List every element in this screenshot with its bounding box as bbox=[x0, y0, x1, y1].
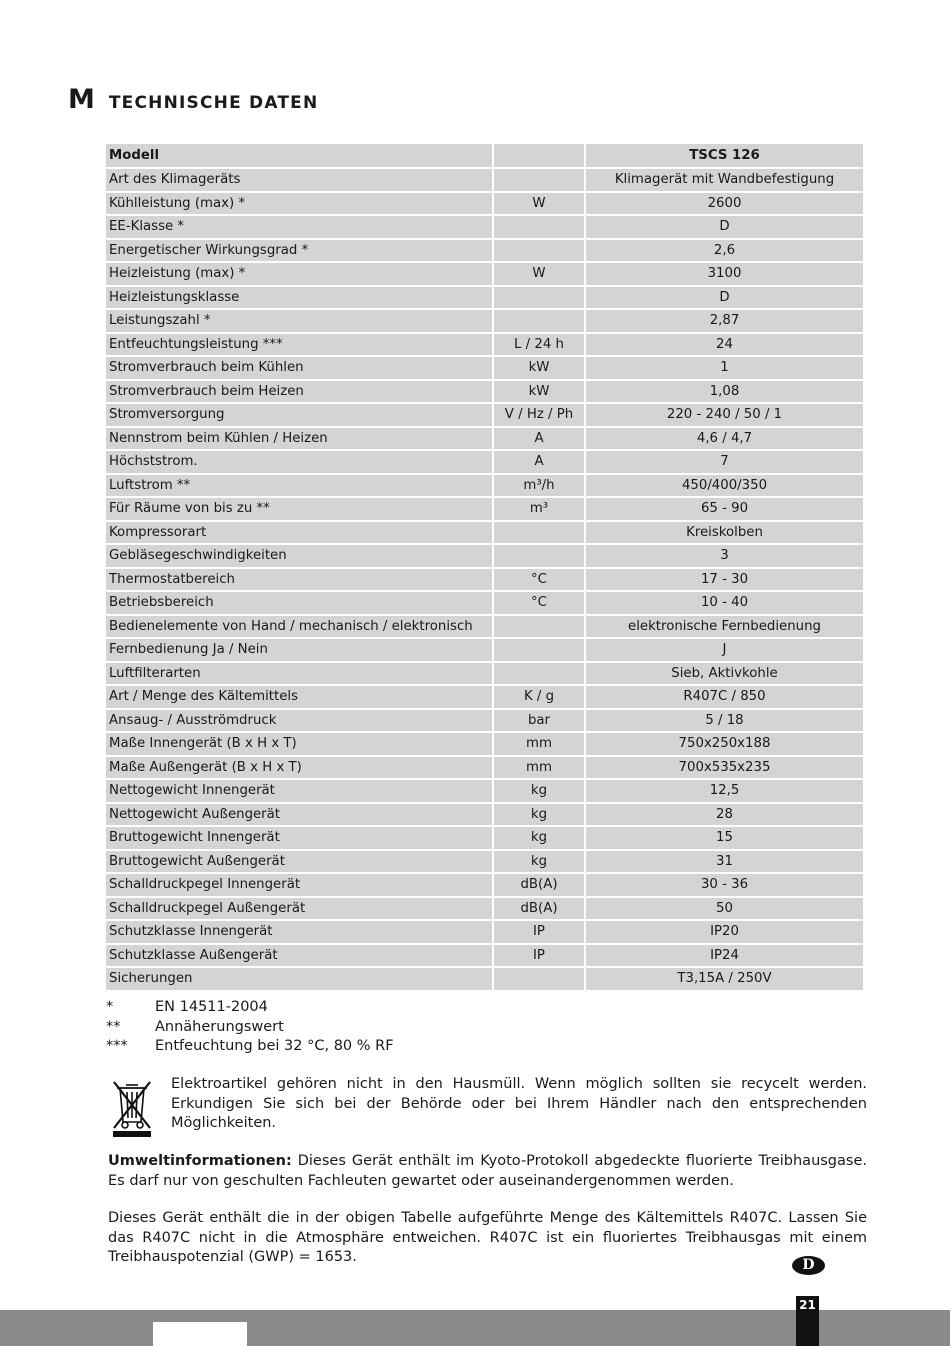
row-label: Fernbedienung Ja / Nein bbox=[106, 639, 494, 661]
row-label: Kompressorart bbox=[106, 522, 494, 544]
table-row bbox=[106, 404, 863, 426]
row-value: 31 bbox=[586, 851, 863, 873]
row-value: 2,6 bbox=[586, 240, 863, 262]
table-row bbox=[106, 334, 863, 356]
row-label: Für Räume von bis zu ** bbox=[106, 498, 494, 520]
row-unit: L / 24 h bbox=[494, 334, 586, 356]
row-value: 1 bbox=[586, 357, 863, 379]
row-label: Schalldruckpegel Außengerät bbox=[106, 898, 494, 920]
footnote bbox=[106, 998, 394, 1018]
row-label: Schutzklasse Außengerät bbox=[106, 945, 494, 967]
row-unit bbox=[494, 968, 586, 990]
row-unit: kg bbox=[494, 851, 586, 873]
footnote-text: EN 14511-2004 bbox=[155, 999, 268, 1015]
table-row bbox=[106, 357, 863, 379]
section-header bbox=[68, 84, 318, 115]
table-row bbox=[106, 310, 863, 332]
row-unit: W bbox=[494, 193, 586, 215]
table-row bbox=[106, 733, 863, 755]
row-value: IP24 bbox=[586, 945, 863, 967]
row-label: Bedienelemente von Hand / mechanisch / elektronisch bbox=[106, 616, 494, 638]
row-unit: IP bbox=[494, 921, 586, 943]
row-label: Gebläsegeschwindigkeiten bbox=[106, 545, 494, 567]
row-value: 220 - 240 / 50 / 1 bbox=[586, 404, 863, 426]
row-value: 10 - 40 bbox=[586, 592, 863, 614]
row-unit bbox=[494, 522, 586, 544]
table-row bbox=[106, 475, 863, 497]
row-unit: kg bbox=[494, 804, 586, 826]
row-label: Thermostatbereich bbox=[106, 569, 494, 591]
row-value: 3100 bbox=[586, 263, 863, 285]
table-row bbox=[106, 945, 863, 967]
table-row bbox=[106, 968, 863, 990]
table-row bbox=[106, 592, 863, 614]
table-row bbox=[106, 874, 863, 896]
row-label: Schalldruckpegel Innengerät bbox=[106, 874, 494, 896]
row-unit: A bbox=[494, 451, 586, 473]
crossed-out-wheelie-bin-icon bbox=[111, 1076, 153, 1138]
row-value: D bbox=[586, 287, 863, 309]
row-unit bbox=[494, 216, 586, 238]
row-label: Heizleistungsklasse bbox=[106, 287, 494, 309]
row-label: Nennstrom beim Kühlen / Heizen bbox=[106, 428, 494, 450]
footnote bbox=[106, 1037, 394, 1057]
environment-info-label: Umweltinformationen: bbox=[108, 1153, 292, 1169]
table-row bbox=[106, 240, 863, 262]
row-unit bbox=[494, 545, 586, 567]
row-label: Stromverbrauch beim Heizen bbox=[106, 381, 494, 403]
table-row bbox=[106, 710, 863, 732]
environment-info bbox=[108, 1152, 867, 1191]
table-row bbox=[106, 193, 863, 215]
page-number: 21 bbox=[796, 1296, 819, 1346]
table-row bbox=[106, 898, 863, 920]
row-value: 12,5 bbox=[586, 780, 863, 802]
row-value: 3 bbox=[586, 545, 863, 567]
row-unit: bar bbox=[494, 710, 586, 732]
weee-disposal-text: Elektroartikel gehören nicht in den Hausmüll. Wenn möglich sollten sie recycelt werden. Erkundigen Sie sich bei der Behörde oder bei Ihrem Händler nach den entsprechenden Möglichkeiten. bbox=[171, 1076, 867, 1131]
row-unit: K / g bbox=[494, 686, 586, 708]
row-value: D bbox=[586, 216, 863, 238]
table-row bbox=[106, 451, 863, 473]
row-value: 65 - 90 bbox=[586, 498, 863, 520]
row-label: Luftstrom ** bbox=[106, 475, 494, 497]
row-label: Kühlleistung (max) * bbox=[106, 193, 494, 215]
row-unit bbox=[494, 240, 586, 262]
row-unit: kW bbox=[494, 381, 586, 403]
row-value: 7 bbox=[586, 451, 863, 473]
footnote-text: Annäherungswert bbox=[155, 1018, 284, 1035]
row-value: 750x250x188 bbox=[586, 733, 863, 755]
row-unit bbox=[494, 169, 586, 191]
language-badge: D bbox=[792, 1256, 825, 1275]
header-model-label: Modell bbox=[106, 144, 494, 167]
row-value: 2600 bbox=[586, 193, 863, 215]
table-row bbox=[106, 616, 863, 638]
row-label: Stromversorgung bbox=[106, 404, 494, 426]
row-value: 30 - 36 bbox=[586, 874, 863, 896]
table-row bbox=[106, 827, 863, 849]
header-model-value: TSCS 126 bbox=[586, 144, 863, 167]
row-unit: kg bbox=[494, 780, 586, 802]
table-row bbox=[106, 522, 863, 544]
table-row bbox=[106, 757, 863, 779]
table-row bbox=[106, 216, 863, 238]
row-value: T3,15A / 250V bbox=[586, 968, 863, 990]
row-value: 700x535x235 bbox=[586, 757, 863, 779]
row-label: Maße Innengerät (B x H x T) bbox=[106, 733, 494, 755]
row-unit bbox=[494, 663, 586, 685]
row-label: Sicherungen bbox=[106, 968, 494, 990]
row-label: Art / Menge des Kältemittels bbox=[106, 686, 494, 708]
row-label: Höchststrom. bbox=[106, 451, 494, 473]
row-value: J bbox=[586, 639, 863, 661]
row-unit: m³/h bbox=[494, 475, 586, 497]
table-row bbox=[106, 169, 863, 191]
footnote-mark: *** bbox=[106, 1038, 128, 1054]
row-unit: A bbox=[494, 428, 586, 450]
row-label: Leistungszahl * bbox=[106, 310, 494, 332]
table-row bbox=[106, 498, 863, 520]
row-label: EE-Klasse * bbox=[106, 216, 494, 238]
table-row bbox=[106, 545, 863, 567]
row-unit bbox=[494, 287, 586, 309]
row-label: Stromverbrauch beim Kühlen bbox=[106, 357, 494, 379]
row-label: Energetischer Wirkungsgrad * bbox=[106, 240, 494, 262]
row-unit: mm bbox=[494, 757, 586, 779]
footer-white-block bbox=[153, 1322, 247, 1346]
row-value: 50 bbox=[586, 898, 863, 920]
footnote-mark: ** bbox=[106, 1018, 121, 1035]
row-unit: W bbox=[494, 263, 586, 285]
row-unit: kW bbox=[494, 357, 586, 379]
table-row bbox=[106, 780, 863, 802]
row-unit: kg bbox=[494, 827, 586, 849]
row-value: 450/400/350 bbox=[586, 475, 863, 497]
row-label: Bruttogewicht Außengerät bbox=[106, 851, 494, 873]
table-row bbox=[106, 381, 863, 403]
table-row bbox=[106, 851, 863, 873]
table-header-row bbox=[106, 144, 863, 167]
row-value: 15 bbox=[586, 827, 863, 849]
row-label: Nettogewicht Außengerät bbox=[106, 804, 494, 826]
row-label: Betriebsbereich bbox=[106, 592, 494, 614]
row-value: 2,87 bbox=[586, 310, 863, 332]
footnotes bbox=[106, 998, 394, 1057]
table-row bbox=[106, 686, 863, 708]
row-unit bbox=[494, 639, 586, 661]
row-value: IP20 bbox=[586, 921, 863, 943]
environment-info-text: Dieses Gerät enthält im Kyoto-Protokoll abgedeckte fluorierte Treibhausgase. Es darf nur von geschulten Fachleuten gewartet oder auseinandergenommen werden. bbox=[108, 1153, 867, 1189]
row-label: Nettogewicht Innengerät bbox=[106, 780, 494, 802]
row-value: 4,6 / 4,7 bbox=[586, 428, 863, 450]
spec-table-body bbox=[106, 144, 863, 990]
row-unit: m³ bbox=[494, 498, 586, 520]
row-value: Klimagerät mit Wandbefestigung bbox=[586, 169, 863, 191]
row-label: Heizleistung (max) * bbox=[106, 263, 494, 285]
table-row bbox=[106, 921, 863, 943]
row-unit bbox=[494, 616, 586, 638]
section-letter: M bbox=[68, 84, 95, 115]
row-label: Luftfilterarten bbox=[106, 663, 494, 685]
row-unit: IP bbox=[494, 945, 586, 967]
row-value: 24 bbox=[586, 334, 863, 356]
table-row bbox=[106, 639, 863, 661]
header-unit-cell bbox=[494, 144, 586, 167]
row-value: 5 / 18 bbox=[586, 710, 863, 732]
row-label: Bruttogewicht Innengerät bbox=[106, 827, 494, 849]
row-value: elektronische Fernbedienung bbox=[586, 616, 863, 638]
row-value: Kreiskolben bbox=[586, 522, 863, 544]
row-unit: dB(A) bbox=[494, 898, 586, 920]
row-label: Ansaug- / Ausströmdruck bbox=[106, 710, 494, 732]
table-row bbox=[106, 663, 863, 685]
row-label: Entfeuchtungsleistung *** bbox=[106, 334, 494, 356]
footnote bbox=[106, 1018, 394, 1038]
table-row bbox=[106, 804, 863, 826]
footnote-text: Entfeuchtung bei 32 °C, 80 % RF bbox=[155, 1038, 394, 1054]
row-unit: °C bbox=[494, 592, 586, 614]
row-unit: V / Hz / Ph bbox=[494, 404, 586, 426]
row-value: R407C / 850 bbox=[586, 686, 863, 708]
table-row bbox=[106, 287, 863, 309]
row-value: Sieb, Aktivkohle bbox=[586, 663, 863, 685]
section-title: TECHNISCHE DATEN bbox=[108, 93, 319, 113]
footnote-mark: * bbox=[106, 999, 114, 1015]
table-row bbox=[106, 428, 863, 450]
row-value: 17 - 30 bbox=[586, 569, 863, 591]
row-label: Art des Klimageräts bbox=[106, 169, 494, 191]
row-unit: °C bbox=[494, 569, 586, 591]
table-row bbox=[106, 263, 863, 285]
table-row bbox=[106, 569, 863, 591]
row-unit: dB(A) bbox=[494, 874, 586, 896]
row-value: 28 bbox=[586, 804, 863, 826]
row-label: Schutzklasse Innengerät bbox=[106, 921, 494, 943]
row-value: 1,08 bbox=[586, 381, 863, 403]
row-unit: mm bbox=[494, 733, 586, 755]
spec-table bbox=[106, 142, 863, 992]
refrigerant-info: Dieses Gerät enthält die in der obigen Tabelle aufgeführte Menge des Kältemittels R407C. Lassen Sie das R407C nicht in die Atmosphäre entweichen. R407C ist ein fluoriertes Treibhausgas mit einem Treibhauspotenzial (GWP) = 1653. bbox=[108, 1210, 867, 1265]
row-label: Maße Außengerät (B x H x T) bbox=[106, 757, 494, 779]
row-unit bbox=[494, 310, 586, 332]
